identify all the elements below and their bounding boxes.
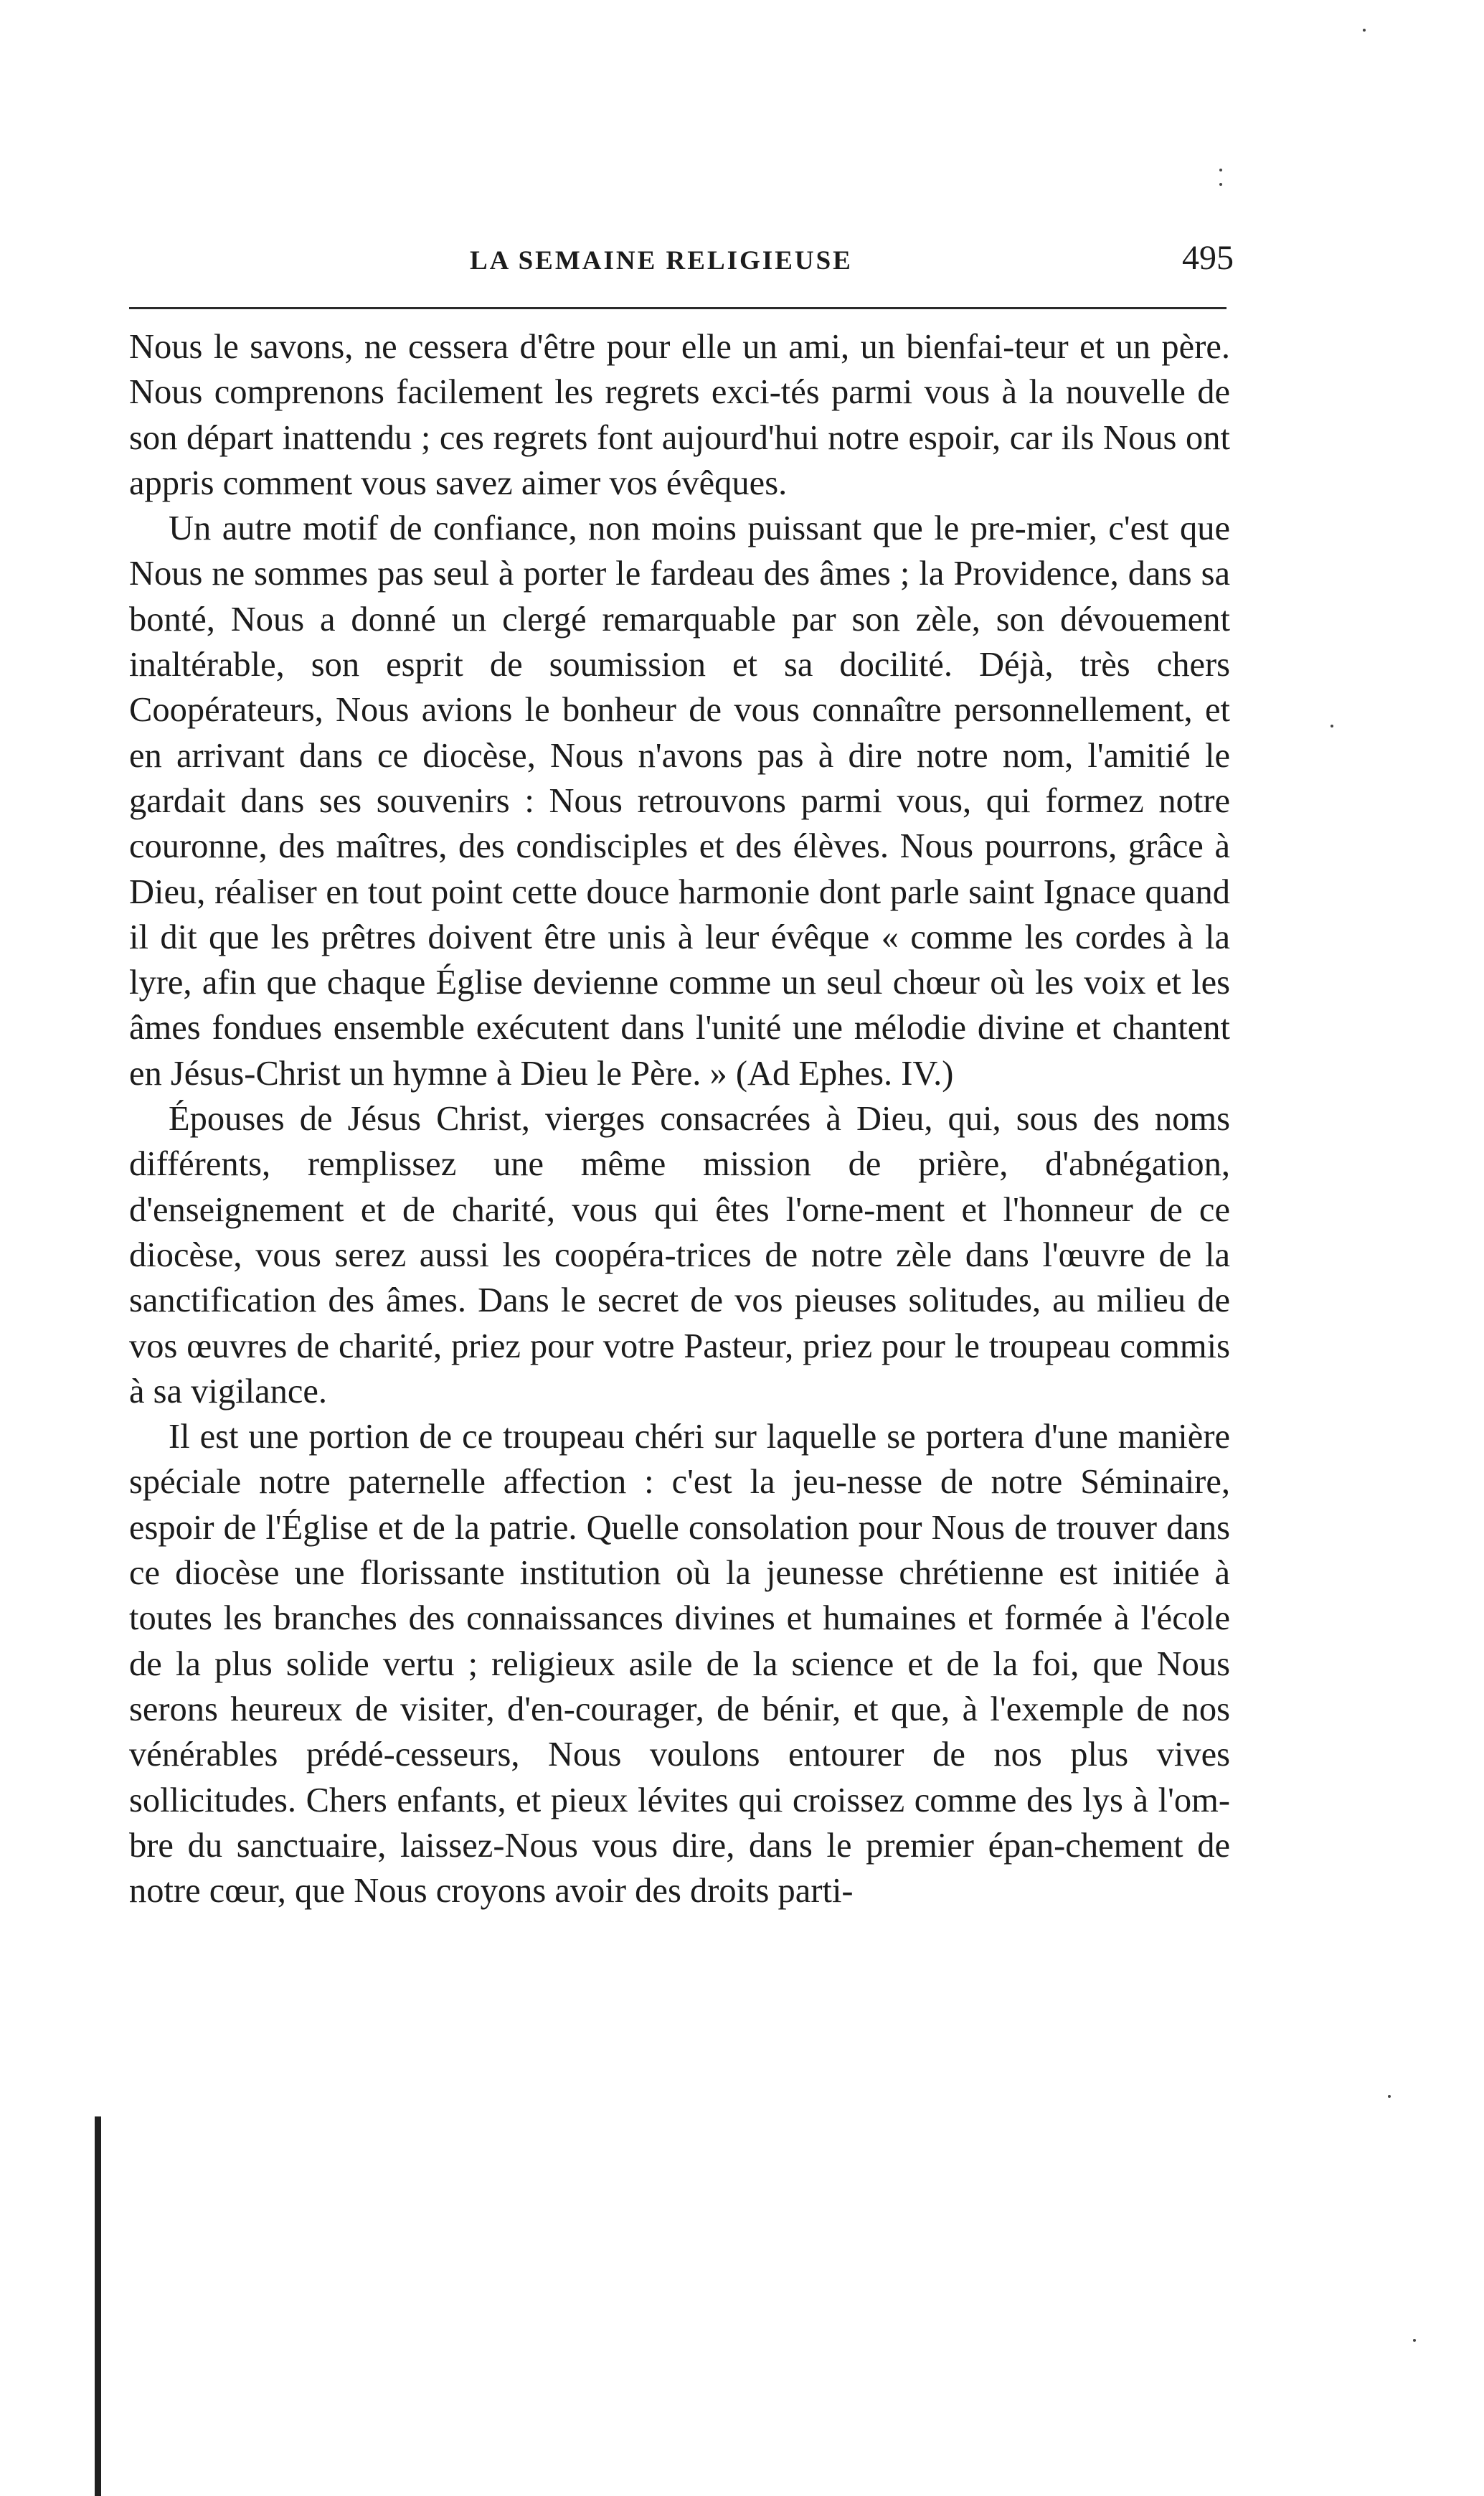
running-title: LA SEMAINE RELIGIEUSE	[470, 246, 853, 275]
header-rule	[129, 307, 1227, 309]
scan-speck	[1363, 29, 1366, 32]
paragraph-2: Un autre motif de confiance, non moins puissant que le pre-mier, c'est que Nous ne sommes pas seul à porter le fardeau des âmes ; la Providence, dans sa bonté, Nous a donné un clergé remarquable par son zèle, son dévouement inaltérable, son esprit de soumission et sa docilité. Déjà, très chers Coopérateurs, Nous avions le bonheur de vous connaître personnellement, et en arrivant dans ce diocèse, Nous n'avons pas à dire notre nom, l'amitié le gardait dans ses souvenirs : Nous retrouvons parmi vous, qui formez notre couronne, des maîtres, des condisciples et des élèves. Nous pourrons, grâce à Dieu, réaliser en tout point cette douce harmonie dont parle saint Ignace quand il dit que les prêtres doivent être unis à leur évêque « comme les cordes à la lyre, afin que chaque Église devienne comme un seul chœur où les voix et les âmes fondues ensemble exécutent dans l'unité une mélodie divine et chantent en Jésus-Christ un hymne à Dieu le Père. » (Ad Ephes. IV.)	[129, 509, 1230, 1093]
paragraph-4: Il est une portion de ce troupeau chéri sur laquelle se portera d'une manière spéciale notre paternelle affection : c'est la jeu-nesse de notre Séminaire, espoir de l'Église et de la patrie. Quelle consolation pour Nous de trouver dans ce diocèse une florissante institution où la jeunesse chrétienne est initiée à toutes les branches des connaissances divines et humaines et formée à l'école de la plus solide vertu ; religieux asile de la science et de la foi, que Nous serons heureux de visiter, d'en-courager, de bénir, et que, à l'exemple de nos vénérables prédé-cesseurs, Nous voulons entourer de nos plus vives sollicitudes. Chers enfants, et pieux lévites qui croissez comme des lys à l'om-bre du sanctuaire, laissez-Nous vous dire, dans le premier épan-chement de notre cœur, que Nous croyons avoir des droits parti-	[129, 1418, 1230, 1911]
scan-speck	[1219, 169, 1222, 171]
running-header	[129, 237, 1241, 287]
paragraph-1: Nous le savons, ne cessera d'être pour elle un ami, un bienfai-teur et un père. Nous comprenons facilement les regrets exci-tés parmi vous à la nouvelle de son départ inattendu ; ces regrets font aujourd'hui notre espoir, car ils Nous ont appris comment vous savez aimer vos évêques.	[129, 328, 1230, 502]
scan-margin-shadow	[95, 2116, 101, 2496]
page-number: 495	[1182, 239, 1234, 277]
scan-speck	[1388, 2095, 1391, 2098]
body-text	[129, 324, 1230, 1913]
paragraph-3: Épouses de Jésus Christ, vierges consacrées à Dieu, qui, sous des noms différents, remplissez une même mission de prière, d'abnégation, d'enseignement et de charité, vous qui êtes l'orne-ment et l'honneur de ce diocèse, vous serez aussi les coopéra-trices de notre zèle dans l'œuvre de la sanctification des âmes. Dans le secret de vos pieuses solitudes, au milieu de vos œuvres de charité, priez pour votre Pasteur, priez pour le troupeau commis à sa vigilance.	[129, 1100, 1230, 1411]
scan-speck	[1219, 183, 1222, 186]
scan-speck	[1331, 725, 1333, 727]
scan-speck	[1413, 2339, 1416, 2342]
